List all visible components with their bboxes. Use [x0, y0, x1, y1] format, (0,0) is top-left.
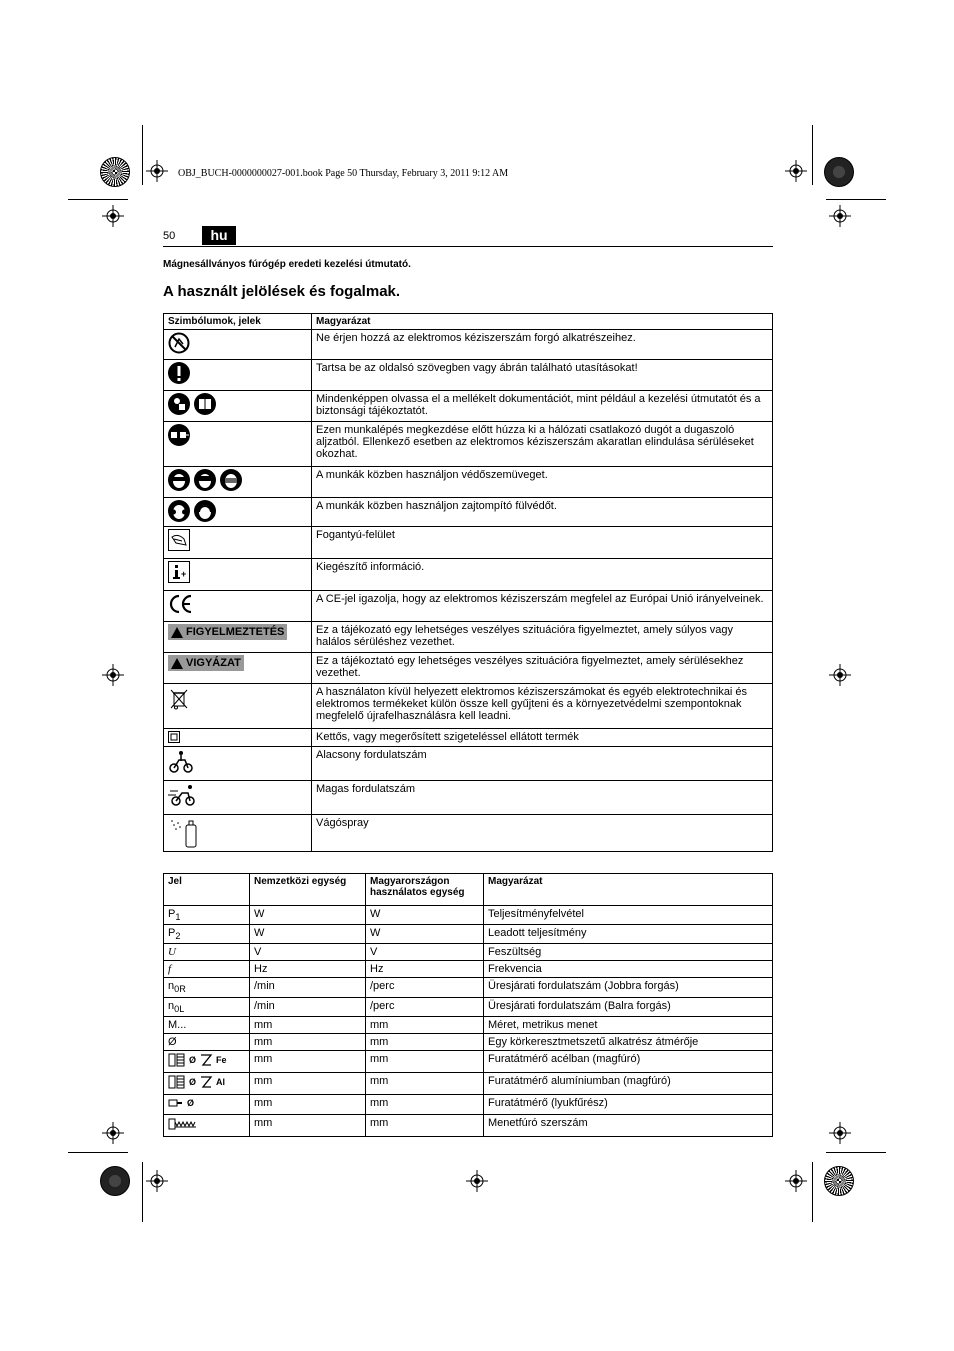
unit-description: Feszültség [484, 944, 773, 961]
table-row [164, 815, 773, 852]
row-description: Kettős, vagy megerősített szigeteléssel ellátott termék [312, 729, 773, 747]
ce-mark-icon [168, 593, 194, 615]
face-shield-icon [220, 469, 242, 491]
registration-mark-icon [829, 664, 851, 686]
intl-unit: Hz [250, 961, 366, 978]
weee-bin-icon [168, 686, 190, 712]
table-row [164, 684, 773, 729]
drill-al-icon [168, 1075, 186, 1089]
warning-triangle-icon [171, 627, 183, 638]
low-speed-icon [168, 749, 194, 775]
book-info-line: OBJ_BUCH-0000000027-001.book Page 50 Thursday, February 3, 2011 9:12 AM [178, 168, 509, 179]
color-rosette-icon [824, 157, 854, 187]
unit-symbol: Ø [164, 1033, 250, 1050]
symbols-table [163, 313, 773, 852]
crop-mark [142, 1162, 143, 1222]
table-row [164, 944, 773, 961]
row-description: Ezen munkalépés megkezdése előtt húzza ki a hálózati csatlakozó dugót a dugaszoló aljzatból. Ellenkező esetben az elektromos kéziszerszám akaratlan elindulása sérüléseket okozhat. [312, 422, 773, 467]
unit-symbol: U [168, 946, 176, 959]
unit-description: Üresjárati fordulatszám (Jobbra forgás) [484, 978, 773, 997]
unit-description: Furatátmérő alumíniumban (magfúró) [484, 1072, 773, 1094]
intl-unit: mm [250, 1094, 366, 1114]
crop-mark [826, 199, 886, 200]
hu-unit: mm [366, 1114, 484, 1136]
intl-unit: mm [250, 1033, 366, 1050]
table-header-row [164, 314, 773, 330]
drill-fe-icon [168, 1053, 186, 1067]
table-row [164, 1072, 773, 1094]
unit-description: Egy körkeresztmetszetű alkatrész átmérője [484, 1033, 773, 1050]
hu-unit: mm [366, 1094, 484, 1114]
table-row [164, 729, 773, 747]
section-heading: A használt jelölések és fogalmak. [163, 283, 401, 300]
registration-mark-icon [102, 205, 124, 227]
drill-bit-icon [199, 1075, 213, 1089]
unit-description: Furatátmérő (lyukfűrész) [484, 1094, 773, 1114]
table-row [164, 527, 773, 559]
table-row [164, 330, 773, 360]
hole-saw-icon [168, 1097, 184, 1109]
hu-unit: V [366, 944, 484, 961]
table-row [164, 422, 773, 467]
header-rule [163, 246, 773, 247]
registration-mark-icon [146, 160, 168, 182]
unit-subscript: 0R [174, 984, 186, 995]
hu-unit: /perc [366, 978, 484, 997]
unplug-icon [168, 424, 190, 446]
table-row [164, 1114, 773, 1136]
hu-unit: W [366, 906, 484, 925]
grip-surface-icon [168, 529, 190, 551]
crop-mark [826, 1152, 886, 1153]
goggles-icon [194, 469, 216, 491]
unit-symbol: n [168, 980, 175, 993]
table-row [164, 997, 773, 1016]
unit-description: Menetfúró szerszám [484, 1114, 773, 1136]
column-header: Magyarázat [484, 874, 773, 906]
unit-symbol: P [168, 908, 176, 920]
hu-unit: mm [366, 1050, 484, 1072]
row-description: Ez a tájékozató egy lehetséges veszélyes szituációra figyelmeztet, amely súlyos vagy halálos sérüléshez vezethet. [312, 622, 773, 653]
row-description: A használaton kívül helyezett elektromos kéziszerszámokat és egyéb elektrotechnikai és elektromos termékeket külön össze kell gyűjteni és a környezetvédelmi szempontoknak megfelelő újrafelhasználásra kell leadni. [312, 684, 773, 729]
registration-mark-icon [146, 1170, 168, 1192]
unit-symbol: n [168, 999, 175, 1012]
registration-mark-icon [102, 664, 124, 686]
intl-unit: mm [250, 1050, 366, 1072]
table-row [164, 1016, 773, 1033]
hu-unit: mm [366, 1016, 484, 1033]
crop-mark [142, 125, 143, 185]
row-description: A munkák közben használjon zajtompító fülvédőt. [312, 498, 773, 527]
hu-unit: W [366, 925, 484, 944]
table-row [164, 1094, 773, 1114]
unit-description: Üresjárati fordulatszám (Balra forgás) [484, 997, 773, 1016]
row-description: Magas fordulatszám [312, 781, 773, 815]
intl-unit: mm [250, 1072, 366, 1094]
intl-unit: W [250, 906, 366, 925]
unit-symbol: Ø [187, 1097, 195, 1108]
double-insulation-icon [168, 731, 180, 743]
color-rosette-icon [824, 1166, 854, 1196]
hu-unit: mm [366, 1033, 484, 1050]
units-table [163, 873, 773, 1137]
ear-protection-icon [168, 500, 190, 522]
intl-unit: mm [250, 1114, 366, 1136]
registration-mark-icon [829, 205, 851, 227]
table-row [164, 622, 773, 653]
row-description: Mindenképpen olvassa el a mellékelt dokumentációt, mint például a kezelési útmutatót és a biztonsági tájékoztatót. [312, 391, 773, 422]
table-row [164, 559, 773, 591]
column-header: Szimbólumok, jelek [164, 314, 312, 330]
tap-tool-icon [168, 1117, 198, 1131]
unit-subscript: 2 [175, 931, 181, 942]
intl-unit: /min [250, 997, 366, 1016]
color-rosette-icon [100, 157, 130, 187]
row-description: Tartsa be az oldalsó szövegben vagy ábrán található utasításokat! [312, 360, 773, 391]
table-row [164, 925, 773, 944]
material-tag: Fe [216, 1054, 227, 1065]
material-tag: Al [216, 1076, 226, 1087]
unit-subscript: 0L [174, 1003, 185, 1014]
warning-label [168, 624, 287, 640]
unit-symbol: P [168, 927, 176, 940]
row-description: A CE-jel igazolja, hogy az elektromos kéziszerszám megfelel az Európai Unió irányelveinek. [312, 591, 773, 622]
crop-mark [68, 1152, 128, 1153]
table-row [164, 391, 773, 422]
hu-unit: Hz [366, 961, 484, 978]
intl-unit: /min [250, 978, 366, 997]
svg-text:+: + [181, 569, 187, 579]
table-row [164, 961, 773, 978]
hu-unit: mm [366, 1072, 484, 1094]
document-subtitle: Mágnesállványos fúrógép eredeti kezelési útmutató. [163, 259, 411, 270]
unit-symbol: Ø [189, 1076, 197, 1087]
eye-protection-icon [168, 469, 190, 491]
exclamation-icon [168, 362, 190, 384]
column-header: Nemzetközi egység [250, 874, 366, 906]
high-speed-icon [168, 783, 198, 809]
hu-unit: /perc [366, 997, 484, 1016]
table-row [164, 978, 773, 997]
row-description: Ne érjen hozzá az elektromos kéziszerszám forgó alkatrészeihez. [312, 330, 773, 360]
unit-description: Frekvencia [484, 961, 773, 978]
caution-label [168, 655, 244, 671]
no-touch-icon [168, 332, 190, 354]
registration-mark-icon [829, 1122, 851, 1144]
crop-mark [812, 1162, 813, 1222]
unit-subscript: 1 [175, 912, 181, 923]
registration-mark-icon [102, 1122, 124, 1144]
registration-mark-icon [785, 160, 807, 182]
registration-mark-icon [785, 1170, 807, 1192]
table-row [164, 1033, 773, 1050]
unit-symbol: M... [164, 1016, 250, 1033]
table-row [164, 781, 773, 815]
color-rosette-icon [100, 1166, 130, 1196]
info-icon [168, 561, 190, 583]
table-header-row [164, 874, 773, 906]
unit-description: Leadott teljesítmény [484, 925, 773, 944]
intl-unit: W [250, 925, 366, 944]
table-row [164, 747, 773, 781]
table-row [164, 498, 773, 527]
unit-description: Méret, metrikus menet [484, 1016, 773, 1033]
intl-unit: mm [250, 1016, 366, 1033]
row-description: Vágóspray [312, 815, 773, 852]
row-description: Ez a tájékoztató egy lehetséges veszélyes szituációra figyelmeztet, amely sérülésekhez vezethet. [312, 653, 773, 684]
read-manual-icon [168, 393, 190, 415]
table-row [164, 467, 773, 498]
table-row [164, 591, 773, 622]
cutting-spray-icon [168, 817, 198, 849]
page-number: 50 [163, 230, 176, 242]
language-badge: hu [202, 226, 236, 245]
row-description: Kiegészítő információ. [312, 559, 773, 591]
unit-description: Furatátmérő acélban (magfúró) [484, 1050, 773, 1072]
column-header: Jel [164, 874, 250, 906]
warning-label-text: FIGYELMEZTETÉS [186, 626, 285, 638]
column-header: Magyarországon használatos egység [366, 874, 484, 906]
drill-bit-icon [199, 1053, 213, 1067]
ear-muffs-icon [194, 500, 216, 522]
book-icon [194, 393, 216, 415]
crop-mark [68, 199, 128, 200]
table-row [164, 653, 773, 684]
caution-label-text: VIGYÁZAT [186, 657, 241, 669]
table-row [164, 906, 773, 925]
crop-mark [812, 125, 813, 185]
table-row [164, 1050, 773, 1072]
intl-unit: V [250, 944, 366, 961]
warning-triangle-icon [171, 658, 183, 669]
row-description: A munkák közben használjon védőszemüveget. [312, 467, 773, 498]
row-description: Fogantyú-felület [312, 527, 773, 559]
unit-symbol: f [168, 963, 172, 976]
table-row [164, 360, 773, 391]
column-header: Magyarázat [312, 314, 773, 330]
row-description: Alacsony fordulatszám [312, 747, 773, 781]
unit-symbol: Ø [189, 1054, 197, 1065]
unit-description: Teljesítményfelvétel [484, 906, 773, 925]
registration-mark-icon [466, 1170, 488, 1192]
